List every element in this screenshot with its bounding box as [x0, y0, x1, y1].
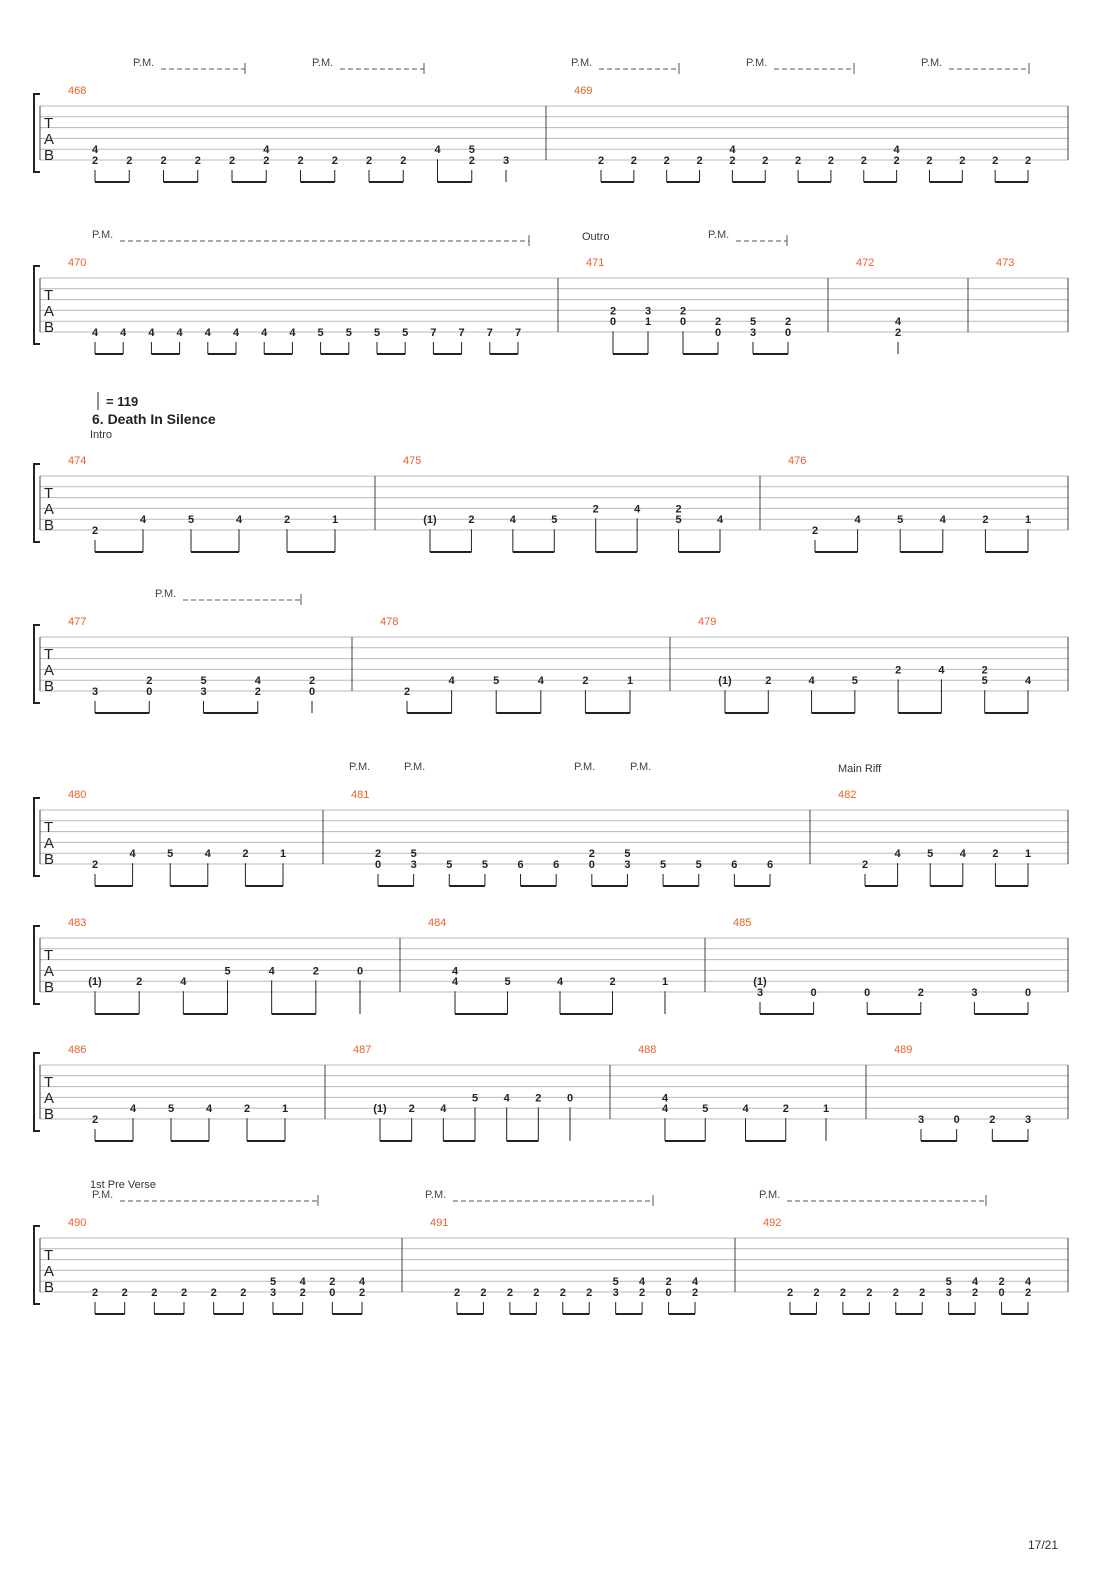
fret-number: 2 [91, 1114, 99, 1126]
fret-number: 2 [729, 155, 736, 167]
fret-number: 2 [586, 1287, 593, 1299]
fret-number: 2 [860, 155, 867, 167]
tab-clef-a: A [44, 501, 55, 518]
fret-number: 4 [204, 327, 211, 339]
fret-number: 2 [630, 155, 637, 167]
system-bracket [34, 798, 40, 876]
fret-number: 4 [634, 503, 641, 516]
measure-number: 479 [698, 616, 717, 628]
fret-number: 4 [299, 1276, 306, 1289]
fret-number: 4 [716, 514, 724, 527]
fret-number: 2 [866, 1287, 873, 1299]
fret-number: 4 [691, 1276, 699, 1289]
fret-number: 2 [263, 155, 270, 167]
fret-number: 2 [714, 316, 722, 329]
fret-number: 5 [504, 976, 511, 989]
fret-number: 1 [822, 1103, 830, 1116]
fret-number: 4 [972, 1276, 979, 1289]
fret-number: 2 [762, 155, 769, 167]
fret-number: 5 [897, 514, 904, 527]
fret-number: 2 [895, 664, 902, 677]
fret-number: 4 [854, 514, 861, 527]
fret-number: 4 [661, 1092, 669, 1105]
fret-number: 2 [982, 514, 989, 527]
fret-number: 7 [514, 327, 522, 339]
fret-number: 2 [151, 1287, 158, 1299]
fret-number: 2 [535, 1092, 542, 1105]
system-bracket [34, 94, 40, 172]
measure-number: 473 [996, 257, 1015, 269]
fret-number: 2 [998, 1276, 1005, 1289]
fret-number: 2 [795, 155, 802, 167]
fret-number: 4 [939, 514, 946, 527]
fret-number: 5 [269, 1276, 277, 1289]
measure-number: 476 [788, 455, 807, 467]
fret-number: 5 [851, 675, 858, 688]
fret-number: 2 [312, 965, 319, 978]
measure-number: 489 [894, 1044, 913, 1056]
fret-number: 3 [502, 155, 510, 167]
fret-number: 3 [756, 987, 764, 999]
fret-number: 5 [927, 848, 934, 861]
fret-number: 5 [471, 1092, 479, 1105]
section-label: Main Riff [838, 763, 882, 775]
tempo-marking: = 119 [106, 394, 139, 409]
fret-number: 2 [283, 514, 291, 527]
system-bracket [34, 1053, 40, 1131]
fret-number: 4 [254, 675, 261, 688]
fret-number: 4 [148, 327, 155, 339]
fret-number: (1) [88, 976, 102, 989]
fret-number: 0 [374, 859, 382, 871]
fret-number: 4 [204, 848, 211, 861]
fret-number: 5 [224, 965, 231, 978]
fret-number: 3 [410, 859, 417, 871]
palm-mute-label: P.M. [708, 229, 730, 241]
fret-number: 5 [167, 848, 174, 861]
fret-number: 2 [91, 525, 99, 537]
song-title: 6. Death In Silence [92, 411, 216, 427]
fret-number: 2 [675, 503, 682, 516]
fret-number: 3 [917, 1114, 925, 1126]
tab-clef-t: T [44, 1074, 54, 1091]
fret-number: 4 [509, 514, 516, 527]
fret-number: 0 [609, 316, 617, 329]
palm-mute-label: P.M. [404, 761, 426, 773]
tab-clef-b: B [44, 678, 55, 695]
fret-number: 2 [696, 155, 703, 167]
fret-number: 4 [440, 1103, 447, 1116]
fret-number: 2 [136, 976, 143, 989]
tab-clef-b: B [44, 1106, 55, 1123]
fret-number: 5 [981, 675, 988, 688]
fret-number: 0 [784, 327, 792, 339]
fret-number: 4 [448, 675, 455, 688]
fret-number: 2 [299, 1287, 306, 1299]
fret-number: 2 [959, 155, 966, 167]
fret-number: 2 [786, 1287, 794, 1299]
fret-number: 4 [959, 848, 966, 861]
fret-number: 2 [784, 316, 792, 329]
fret-number: 2 [180, 1287, 188, 1299]
fret-number: 2 [665, 1276, 672, 1289]
fret-number: 4 [451, 976, 459, 989]
fret-number: 3 [945, 1287, 952, 1299]
fret-number: 4 [235, 514, 243, 527]
fret-number: 2 [827, 155, 834, 167]
fret-number: 2 [331, 155, 338, 167]
fret-number: 4 [289, 327, 296, 339]
fret-number: 3 [91, 686, 99, 698]
palm-mute-label: P.M. [92, 229, 114, 241]
fret-number: 2 [811, 525, 819, 537]
fret-number: 3 [269, 1287, 277, 1299]
fret-number: 2 [919, 1287, 926, 1299]
measure-number: 472 [856, 257, 875, 269]
fret-number: 2 [813, 1287, 820, 1299]
fret-number: 4 [91, 327, 99, 339]
fret-number: 0 [308, 686, 316, 698]
fret-number: 2 [453, 1287, 461, 1299]
fret-number: 4 [639, 1276, 646, 1289]
fret-number: 4 [358, 1276, 366, 1289]
fret-number: 2 [533, 1287, 540, 1299]
fret-number: 5 [493, 675, 500, 688]
fret-number: 2 [597, 155, 605, 167]
fret-number: 7 [430, 327, 437, 339]
section-label: Intro [90, 429, 113, 441]
fret-number: 4 [91, 144, 99, 157]
measure-number: 471 [586, 257, 605, 269]
tab-clef-a: A [44, 303, 55, 320]
fret-number: (1) [373, 1103, 387, 1116]
fret-number: (1) [423, 514, 437, 527]
tab-clef-b: B [44, 319, 55, 336]
fret-number: 0 [356, 965, 364, 978]
fret-number: 0 [679, 316, 687, 329]
tab-clef-a: A [44, 963, 55, 980]
fret-number: 2 [240, 1287, 247, 1299]
measure-number: 474 [68, 455, 87, 467]
fret-number: 5 [695, 859, 702, 871]
fret-number: 6 [731, 859, 738, 871]
fret-number: (1) [718, 675, 732, 688]
fret-number: 2 [609, 976, 616, 989]
fret-number: 0 [588, 859, 595, 871]
fret-number: 2 [609, 305, 617, 318]
fret-number: 3 [1024, 1114, 1032, 1126]
fret-number: 2 [893, 155, 900, 167]
fret-number: 1 [661, 976, 669, 989]
measure-number: 486 [68, 1044, 87, 1056]
fret-number: 2 [243, 1103, 251, 1116]
fret-number: 4 [661, 1103, 669, 1116]
palm-mute-label: P.M. [133, 57, 155, 69]
measure-number: 468 [68, 85, 87, 97]
fret-number: 2 [91, 859, 99, 871]
fret-number: 6 [553, 859, 560, 871]
system-bracket [34, 625, 40, 703]
fret-number: 0 [665, 1287, 672, 1299]
fret-number: 5 [373, 327, 381, 339]
fret-number: 2 [691, 1287, 699, 1299]
fret-number: 2 [160, 155, 167, 167]
palm-mute-label: P.M. [425, 1189, 447, 1201]
fret-number: 2 [480, 1287, 487, 1299]
fret-number: 4 [893, 144, 900, 157]
fret-number: 2 [210, 1287, 217, 1299]
measure-number: 485 [733, 917, 752, 929]
tab-clef-a: A [44, 131, 55, 148]
fret-number: 4 [263, 144, 270, 157]
fret-number: 2 [194, 155, 201, 167]
fret-number: 4 [451, 965, 459, 978]
measure-number: 477 [68, 616, 87, 628]
tab-clef-t: T [44, 485, 54, 502]
fret-number: 4 [205, 1103, 213, 1116]
fret-number: 3 [200, 686, 207, 698]
fret-number: 4 [176, 327, 183, 339]
fret-number: 5 [167, 1103, 175, 1116]
palm-mute-label: P.M. [92, 1189, 114, 1201]
fret-number: 5 [624, 848, 631, 861]
tab-clef-b: B [44, 1279, 55, 1296]
fret-number: 4 [1024, 1276, 1032, 1289]
fret-number: 5 [446, 859, 453, 871]
page-number: 17/21 [1028, 1538, 1059, 1552]
fret-number: 5 [551, 514, 558, 527]
fret-number: 2 [972, 1287, 979, 1299]
fret-number: 2 [679, 305, 687, 318]
fret-number: 1 [279, 848, 287, 861]
tab-clef-a: A [44, 1263, 55, 1280]
fret-number: 2 [468, 155, 475, 167]
fret-number: 5 [200, 675, 207, 688]
fret-number: 3 [644, 305, 652, 318]
tab-clef-t: T [44, 646, 54, 663]
measure-number: 469 [574, 85, 593, 97]
section-label: Outro [582, 231, 610, 243]
tab-clef-t: T [44, 287, 54, 304]
fret-number: 4 [261, 327, 268, 339]
tab-clef-t: T [44, 819, 54, 836]
fret-number: 4 [120, 327, 127, 339]
fret-number: 2 [121, 1287, 128, 1299]
fret-number: 4 [139, 514, 147, 527]
fret-number: 3 [971, 987, 978, 999]
fret-number: 0 [864, 987, 871, 999]
fret-number: 4 [232, 327, 240, 339]
palm-mute-label: P.M. [571, 57, 593, 69]
tab-clef-t: T [44, 115, 54, 132]
measure-number: 484 [428, 917, 447, 929]
fret-number: 2 [639, 1287, 646, 1299]
tab-clef-b: B [44, 979, 55, 996]
fret-number: 2 [559, 1287, 566, 1299]
measure-number: 491 [430, 1217, 449, 1229]
fret-number: 5 [410, 848, 417, 861]
palm-mute-label: P.M. [630, 761, 652, 773]
tab-clef-a: A [44, 1090, 55, 1107]
fret-number: 2 [839, 1287, 846, 1299]
fret-number: 2 [408, 1103, 415, 1116]
fret-number: 4 [268, 965, 275, 978]
tab-clef-t: T [44, 1247, 54, 1264]
measure-number: 481 [351, 789, 370, 801]
fret-number: 5 [749, 316, 757, 329]
fret-number: 5 [317, 327, 324, 339]
palm-mute-label: P.M. [155, 588, 177, 600]
fret-number: 5 [402, 327, 409, 339]
tab-clef-b: B [44, 517, 55, 534]
fret-number: 2 [91, 1287, 99, 1299]
fret-number: 4 [1024, 675, 1032, 688]
fret-number: 2 [782, 1103, 789, 1116]
measure-number: 490 [68, 1217, 87, 1229]
fret-number: 2 [126, 155, 133, 167]
fret-number: 5 [945, 1276, 952, 1289]
fret-number: 2 [329, 1276, 336, 1289]
fret-number: 2 [365, 155, 373, 167]
fret-number: 4 [894, 316, 902, 329]
fret-number: 2 [592, 503, 599, 516]
fret-number: 2 [588, 848, 595, 861]
fret-number: 0 [146, 686, 153, 698]
tab-clef-b: B [44, 147, 55, 164]
fret-number: 4 [808, 675, 815, 688]
fret-number: 5 [481, 859, 488, 871]
fret-number: 2 [228, 155, 236, 167]
system-bracket [34, 266, 40, 344]
fret-number: 2 [308, 675, 316, 688]
fret-number: 2 [917, 987, 924, 999]
palm-mute-label: P.M. [759, 1189, 781, 1201]
fret-number: 0 [329, 1287, 336, 1299]
fret-number: 2 [358, 1287, 366, 1299]
measure-number: 470 [68, 257, 87, 269]
section-label: 1st Pre Verse [90, 1179, 157, 1191]
fret-number: 0 [566, 1092, 574, 1105]
fret-number: 0 [953, 1114, 960, 1126]
fret-number: 2 [468, 514, 475, 527]
fret-number: 2 [1024, 1287, 1032, 1299]
fret-number: 0 [998, 1287, 1005, 1299]
measure-number: 480 [68, 789, 87, 801]
system-bracket [34, 1226, 40, 1304]
fret-number: 2 [926, 155, 933, 167]
tab-clef-t: T [44, 947, 54, 964]
system-bracket [34, 464, 40, 542]
fret-number: 2 [297, 155, 304, 167]
fret-number: 7 [458, 327, 465, 339]
fret-number: 2 [254, 686, 261, 698]
fret-number: 2 [91, 155, 99, 167]
palm-mute-label: P.M. [312, 57, 334, 69]
palm-mute-label: P.M. [921, 57, 943, 69]
fret-number: 6 [766, 859, 774, 871]
fret-number: 2 [989, 1114, 996, 1126]
fret-number: 2 [403, 686, 411, 698]
fret-number: 0 [1024, 987, 1032, 999]
fret-number: 4 [129, 1103, 137, 1116]
fret-number: 2 [506, 1287, 513, 1299]
fret-number: 0 [810, 987, 817, 999]
fret-number: 4 [129, 848, 136, 861]
tab-clef-b: B [44, 851, 55, 868]
fret-number: 2 [374, 848, 382, 861]
fret-number: 2 [861, 859, 869, 871]
fret-number: 4 [742, 1103, 749, 1116]
fret-number: 3 [624, 859, 631, 871]
fret-number: 5 [345, 327, 352, 339]
fret-number: 4 [180, 976, 187, 989]
tab-clef-a: A [44, 835, 55, 852]
measure-number: 488 [638, 1044, 657, 1056]
fret-number: 0 [714, 327, 722, 339]
fret-number: 2 [400, 155, 407, 167]
fret-number: 5 [702, 1103, 709, 1116]
system-bracket [34, 926, 40, 1004]
fret-number: 2 [663, 155, 670, 167]
fret-number: 3 [612, 1287, 619, 1299]
fret-number: 2 [992, 848, 999, 861]
fret-number: 2 [992, 155, 999, 167]
fret-number: 4 [894, 848, 901, 861]
fret-number: 4 [556, 976, 564, 989]
measure-number: 487 [353, 1044, 372, 1056]
fret-number: 2 [981, 664, 988, 677]
measure-number: 492 [763, 1217, 782, 1229]
fret-number: 4 [434, 144, 441, 157]
fret-number: 7 [486, 327, 493, 339]
palm-mute-label: P.M. [746, 57, 768, 69]
fret-number: 1 [1024, 514, 1032, 527]
measure-number: 478 [380, 616, 399, 628]
tab-clef-a: A [44, 662, 55, 679]
measure-number: 482 [838, 789, 857, 801]
fret-number: 1 [1024, 848, 1032, 861]
measure-number: 475 [403, 455, 422, 467]
fret-number: 2 [765, 675, 772, 688]
fret-number: 5 [660, 859, 667, 871]
fret-number: 4 [938, 664, 945, 677]
fret-number: 4 [729, 144, 736, 157]
fret-number: 2 [892, 1287, 899, 1299]
fret-number: 2 [582, 675, 589, 688]
fret-number: 5 [187, 514, 195, 527]
palm-mute-label: P.M. [574, 761, 596, 773]
fret-number: 6 [517, 859, 524, 871]
fret-number: 2 [146, 675, 153, 688]
fret-number: 5 [675, 514, 682, 527]
fret-number: 4 [503, 1092, 510, 1105]
fret-number: 1 [626, 675, 634, 688]
fret-number: 1 [331, 514, 339, 527]
fret-number: 2 [242, 848, 249, 861]
fret-number: 5 [612, 1276, 619, 1289]
fret-number: 1 [281, 1103, 289, 1116]
palm-mute-label: P.M. [349, 761, 371, 773]
fret-number: 4 [537, 675, 544, 688]
fret-number: 5 [468, 144, 475, 157]
measure-number: 483 [68, 917, 87, 929]
fret-number: 3 [749, 327, 757, 339]
fret-number: 2 [1024, 155, 1032, 167]
fret-number: 1 [644, 316, 652, 329]
fret-number: 2 [894, 327, 902, 339]
fret-number: (1) [753, 976, 767, 989]
